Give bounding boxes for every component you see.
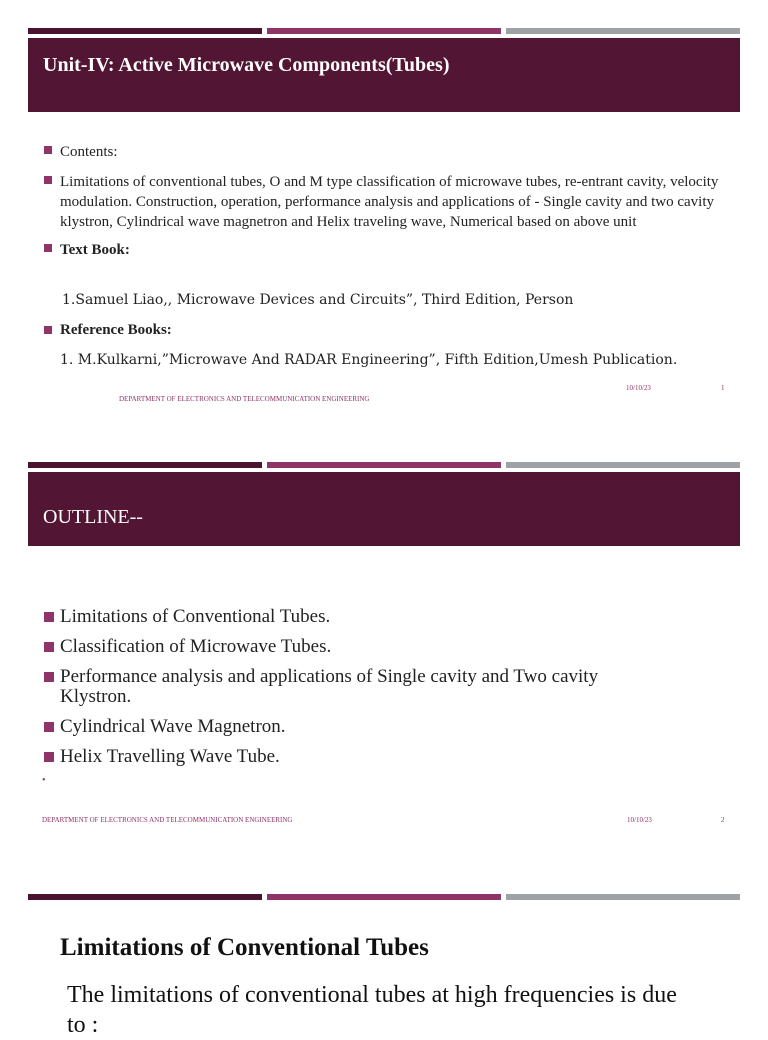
outline-item: Classification of Microwave Tubes. [60,636,332,657]
decorative-stripes [28,462,740,468]
textbook-item: 1.Samuel Liao,, Microwave Devices and Circuits”, Third Edition, Person [62,292,574,308]
slide-title: Unit-IV: Active Microwave Components(Tubes) [43,54,450,76]
bullet-icon [44,672,54,682]
footer-department: DEPARTMENT OF ELECTRONICS AND TELECOMMUNICATION ENGINEERING [42,816,293,824]
list-item [44,747,734,767]
small-bullet: • [42,775,46,786]
bullet-icon [44,176,52,184]
stripe-dark [28,894,262,900]
bullet-icon [44,146,52,154]
stripe-gray [506,28,740,34]
page-number: 2 [721,816,725,824]
slide-date: 10/10/23 [626,384,651,392]
decorative-stripes [28,28,740,34]
slide-2 [0,440,768,860]
stripe-dark [28,28,262,34]
bullet-icon [44,642,54,652]
reference-label: Reference Books: [60,322,172,338]
slide-1 [0,0,768,430]
outline-item: Cylindrical Wave Magnetron. [60,716,286,737]
bullet-icon [44,326,52,334]
reference-heading [44,322,172,339]
stripe-accent [267,28,501,34]
bullet-icon [44,722,54,732]
footer-department: DEPARTMENT OF ELECTRONICS AND TELECOMMUNICATION ENGINEERING [119,395,370,403]
list-item [44,637,734,657]
stripe-gray [506,894,740,900]
textbook-label: Text Book: [60,242,130,258]
stripe-gray [506,462,740,468]
stripe-dark [28,462,262,468]
slide-title: Limitations of Conventional Tubes [60,934,429,961]
slide-title: OUTLINE-- [43,506,143,528]
outline-item: Helix Travelling Wave Tube. [60,746,280,767]
decorative-stripes [28,894,740,900]
list-item [44,717,734,737]
slide-date: 10/10/23 [627,816,652,824]
contents-list [44,142,734,268]
stripe-accent [267,894,501,900]
outline-item: Performance analysis and applications of Single cavity and Two cavity Klystron. [60,666,599,707]
page-number: 1 [721,384,725,392]
list-item [44,607,734,627]
list-item [44,142,734,162]
bullet-icon [44,752,54,762]
outline-item: Limitations of Conventional Tubes. [60,606,331,627]
bullet-icon [44,244,52,252]
contents-label: Contents: [60,144,118,160]
list-item [44,240,734,260]
title-bar [28,472,740,546]
slide-text: The limitations of conventional tubes at high frequencies is due to : [67,982,677,1038]
contents-text: Limitations of conventional tubes, O and M type classification of microwave tubes, re-entrant cavity, velocity modulation. Construction, operation, performance analysis and applications of - Single cavity and two cavity klystron, Cylindrical wave magnetron and Helix traveling wave, Numerical based on above unit [60,174,719,230]
title-bar [28,38,740,112]
bullet-icon [44,612,54,622]
reference-item: 1. M.Kulkarni,”Microwave And RADAR Engineering”, Fifth Edition,Umesh Publication. [60,352,678,368]
outline-list [44,607,734,767]
list-item [44,172,734,232]
list-item [44,667,734,707]
slide-3 [0,870,768,1038]
stripe-accent [267,462,501,468]
